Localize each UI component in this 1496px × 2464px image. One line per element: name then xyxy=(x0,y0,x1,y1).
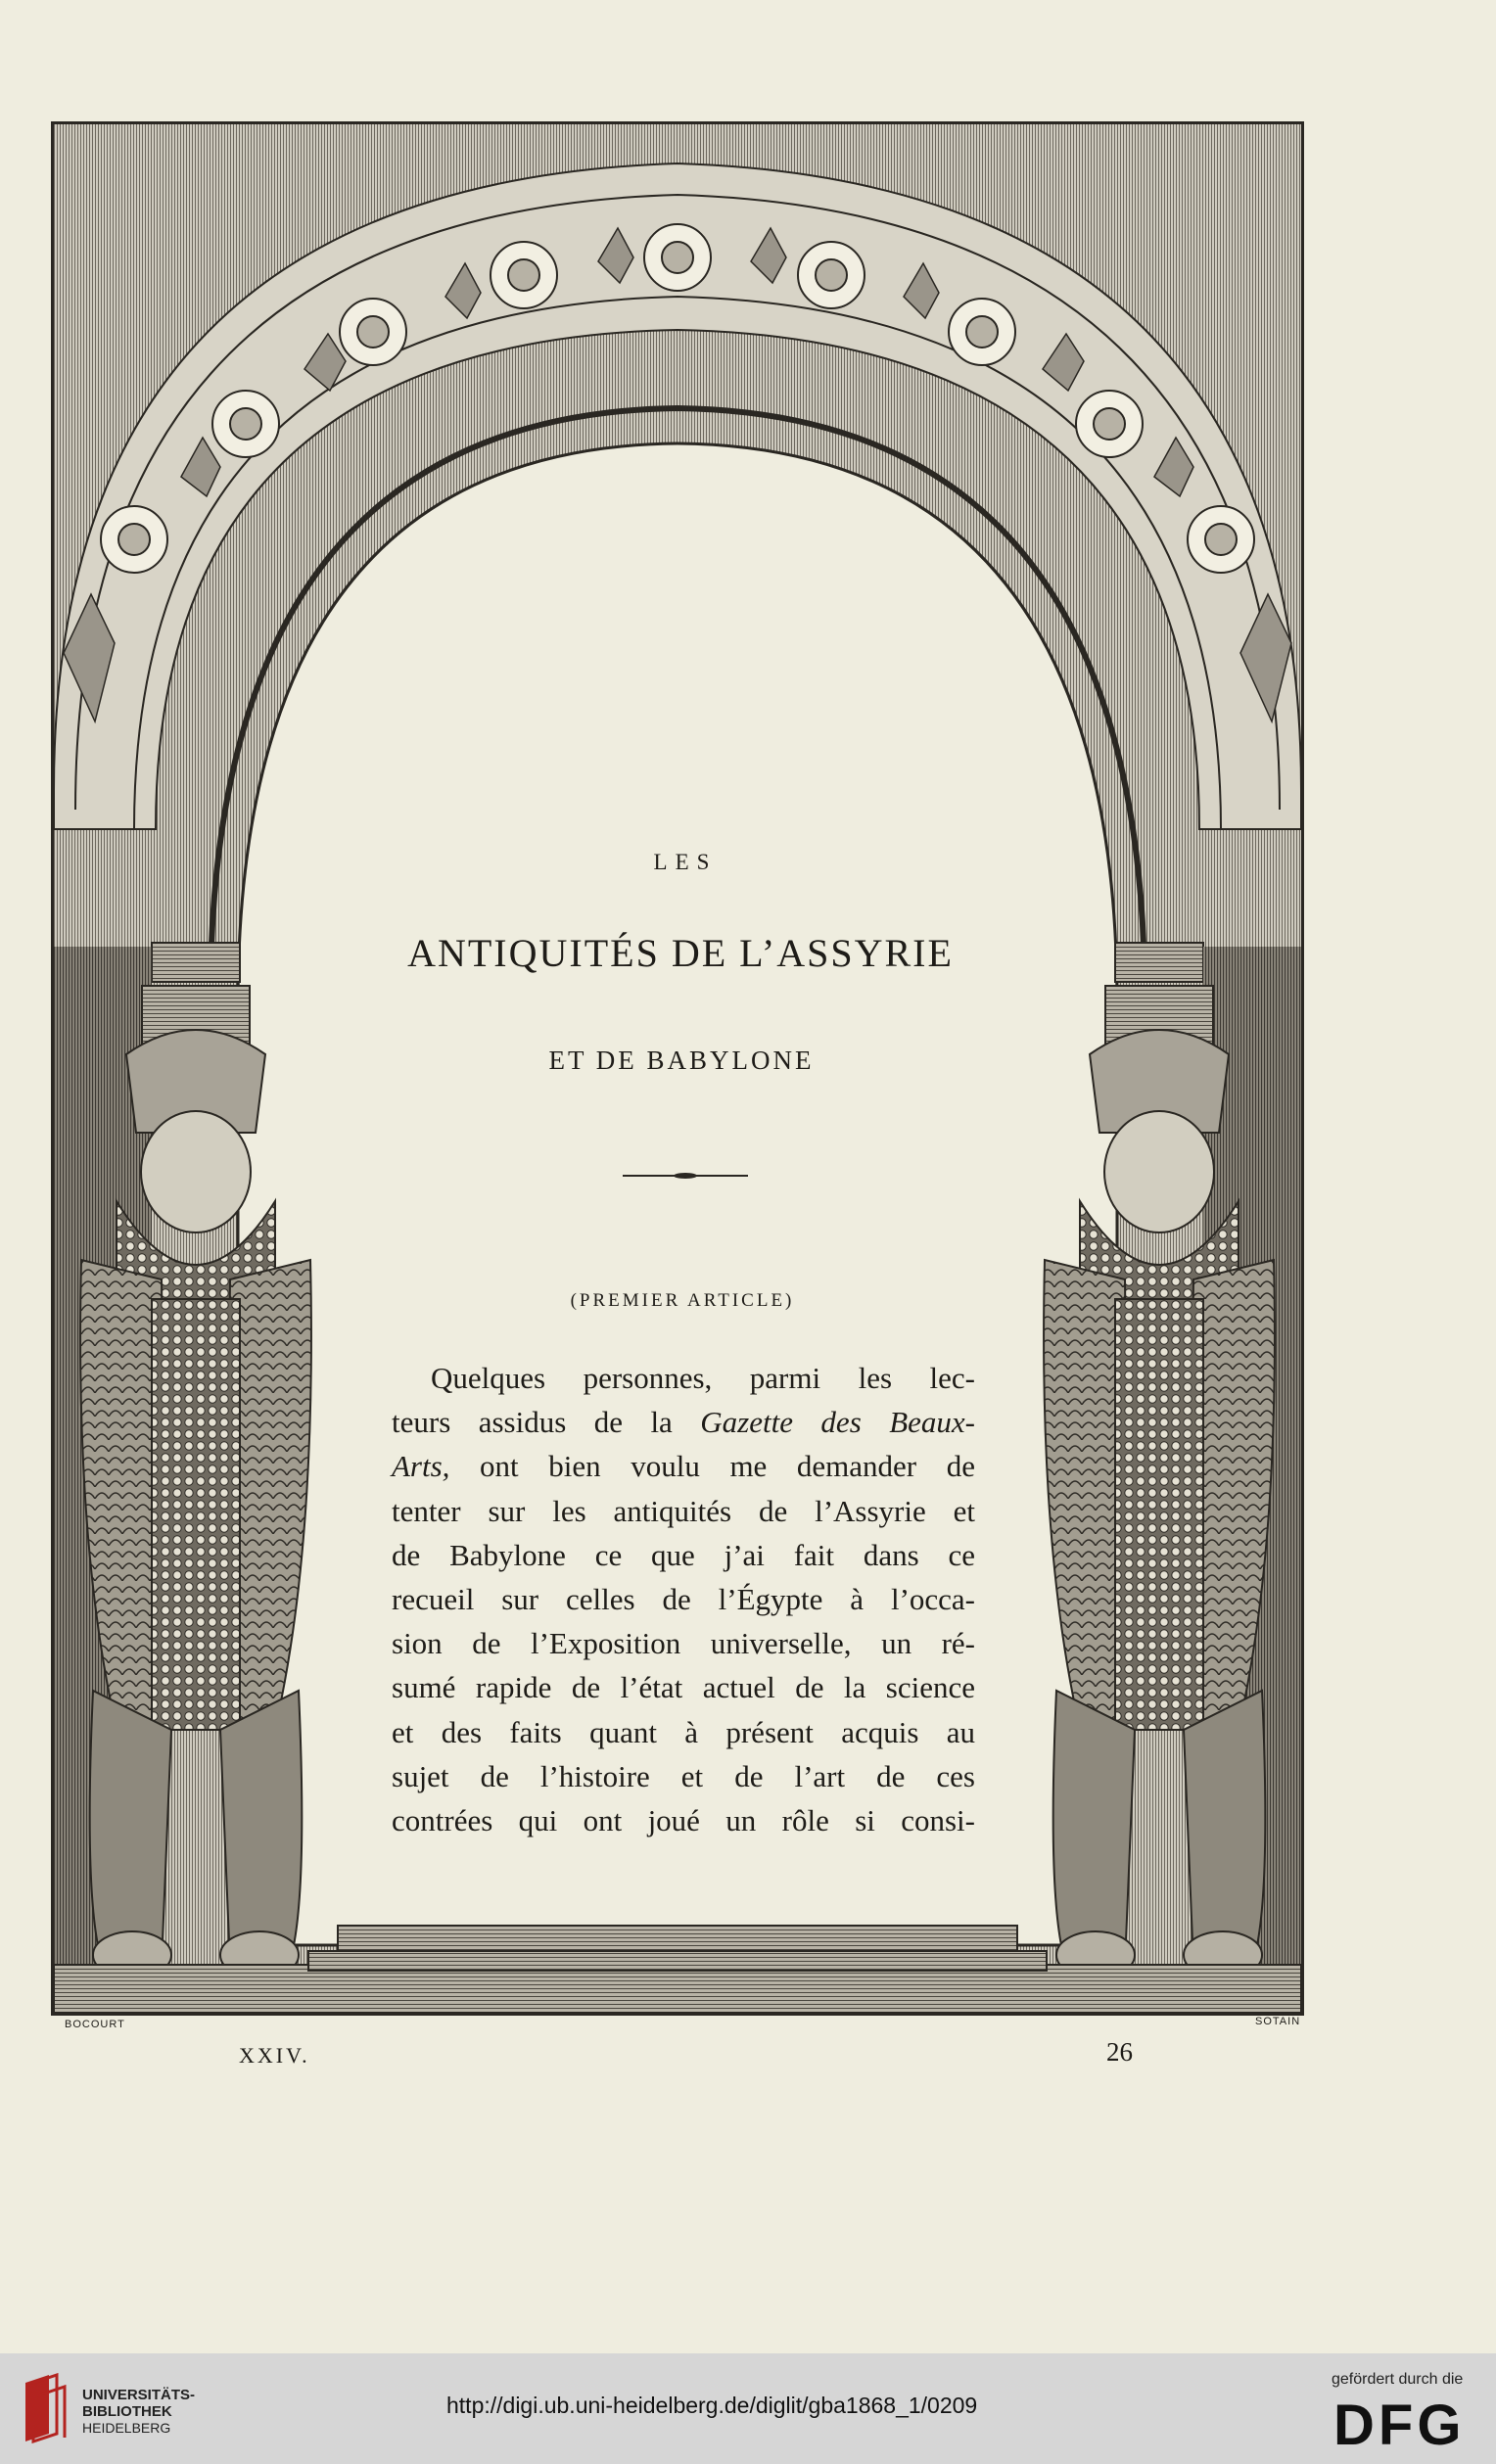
institution-line: BIBLIOTHEK xyxy=(82,2403,172,2420)
body-line xyxy=(392,1400,975,1444)
body-line: recueil sur celles de l’Égypte à l’occa- xyxy=(392,1582,975,1617)
body-line: sujet de l’histoire et de l’art de ces xyxy=(392,1758,975,1793)
body-line: sumé rapide de l’état actuel de la science xyxy=(392,1670,975,1705)
page-number: 26 xyxy=(1106,2037,1133,2067)
body-line: tenter sur les antiquités de l’Assyrie et xyxy=(392,1493,975,1528)
signature-mark: XXIV. xyxy=(239,2043,310,2068)
ornamental-rule xyxy=(623,1175,748,1177)
body-line xyxy=(392,1444,975,1488)
dfg-logo: DFG xyxy=(1333,2394,1466,2457)
body-line-text: ont bien voulu me demander de xyxy=(449,1449,975,1484)
institution-line: UNIVERSITÄTS- xyxy=(82,2387,196,2403)
permalink-url[interactable]: http://digi.ub.uni-heidelberg.de/diglit/gba1868_1/0209 xyxy=(446,2393,978,2418)
body-line: contrées qui ont joué un rôle si consi- xyxy=(392,1803,975,1838)
university-logo-icon xyxy=(20,2373,70,2443)
funding-note: gefördert durch die xyxy=(1332,2371,1464,2388)
digitization-footer xyxy=(0,2353,1496,2464)
engraver-credit-right: SOTAIN xyxy=(1255,2016,1301,2027)
body-paragraph xyxy=(392,1356,975,1842)
body-line: et des faits quant à présent acquis au xyxy=(392,1714,975,1749)
institution-line: HEIDELBERG xyxy=(82,2420,171,2436)
article-title: ANTIQUITÉS DE L’ASSYRIE xyxy=(407,931,954,975)
body-line: sion de l’Exposition universelle, un ré- xyxy=(392,1626,975,1661)
university-name xyxy=(82,2387,195,2437)
engraver-credit-left: BOCOURT xyxy=(65,2019,125,2030)
article-subtitle: ET DE BABYLONE xyxy=(548,1046,815,1075)
article-part-label: (PREMIER ARTICLE) xyxy=(570,1290,795,1311)
journal-title-italic: Arts, xyxy=(392,1449,450,1484)
heading-les: LES xyxy=(653,850,718,874)
journal-title-italic: Gazette des Beaux- xyxy=(700,1405,975,1440)
body-line-text: teurs assidus de la xyxy=(392,1405,701,1440)
body-line: de Babylone ce que j’ai fait dans ce xyxy=(392,1537,975,1572)
body-line: Quelques personnes, parmi les lec- xyxy=(431,1361,975,1395)
